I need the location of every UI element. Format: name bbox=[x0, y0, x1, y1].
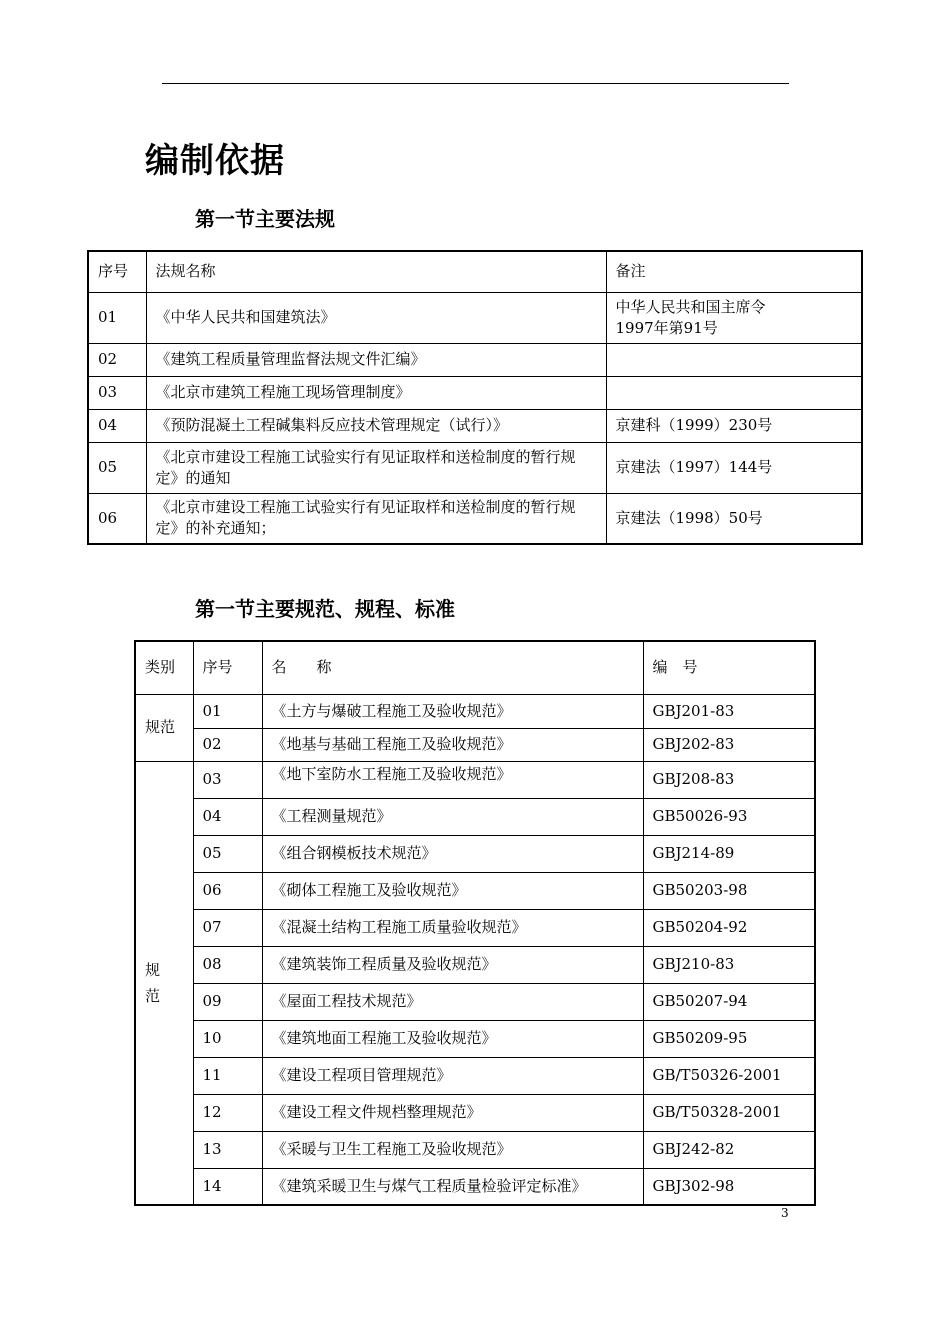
section-title-regulations: 第一节主要法规 bbox=[195, 207, 335, 231]
cell-note: 京建法（1998）50号 bbox=[606, 493, 862, 544]
cell-name: 《中华人民共和国建筑法》 bbox=[146, 292, 606, 343]
header-cell-note: 备注 bbox=[606, 251, 862, 292]
cell-name: 《混凝土结构工程施工质量验收规范》 bbox=[262, 909, 643, 946]
cell-code: GBJ214-89 bbox=[643, 835, 815, 872]
cell-name: 《预防混凝土工程碱集料反应技术管理规定（试行）》 bbox=[146, 409, 606, 442]
table-header-row bbox=[88, 251, 862, 292]
cell-note bbox=[606, 376, 862, 409]
cell-code: GB50026-93 bbox=[643, 798, 815, 835]
cell-name: 《建设工程文件规档整理规范》 bbox=[262, 1094, 643, 1131]
document-title: 编制依据 bbox=[145, 141, 285, 181]
table-row bbox=[135, 728, 815, 761]
table-row bbox=[135, 798, 815, 835]
header-cell-name: 法规名称 bbox=[146, 251, 606, 292]
header-cell-category: 类别 bbox=[135, 641, 193, 694]
cell-note: 京建法（1997）144号 bbox=[606, 442, 862, 493]
cell-no: 14 bbox=[193, 1168, 262, 1205]
cell-name: 《组合钢模板技术规范》 bbox=[262, 835, 643, 872]
cell-no: 04 bbox=[88, 409, 146, 442]
table-row bbox=[135, 983, 815, 1020]
cell-no: 03 bbox=[88, 376, 146, 409]
cell-code: GB50209-95 bbox=[643, 1020, 815, 1057]
cell-no: 07 bbox=[193, 909, 262, 946]
cell-no: 02 bbox=[193, 728, 262, 761]
cell-no: 01 bbox=[193, 694, 262, 728]
cell-note bbox=[606, 292, 862, 343]
table-header-row bbox=[135, 641, 815, 694]
cell-name: 《建筑采暖卫生与煤气工程质量检验评定标准》 bbox=[262, 1168, 643, 1205]
category-char: 规 bbox=[145, 960, 161, 979]
table-row bbox=[135, 761, 815, 798]
table-row bbox=[135, 909, 815, 946]
cell-no: 02 bbox=[88, 343, 146, 376]
cell-code: GB50204-92 bbox=[643, 909, 815, 946]
cell-name: 《北京市建筑工程施工现场管理制度》 bbox=[146, 376, 606, 409]
cell-code: GBJ302-98 bbox=[643, 1168, 815, 1205]
cell-name: 《土方与爆破工程施工及验收规范》 bbox=[262, 694, 643, 728]
note-line: 中华人民共和国主席令 bbox=[615, 297, 766, 316]
table-row bbox=[88, 409, 862, 442]
table-row bbox=[135, 1094, 815, 1131]
cell-name: 《地基与基础工程施工及验收规范》 bbox=[262, 728, 643, 761]
cell-code: GB50203-98 bbox=[643, 872, 815, 909]
table-row bbox=[88, 493, 862, 544]
cell-name: 《建筑工程质量管理监督法规文件汇编》 bbox=[146, 343, 606, 376]
header-cell-code: 编 号 bbox=[643, 641, 815, 694]
table-row bbox=[135, 1057, 815, 1094]
cell-code: GBJ210-83 bbox=[643, 946, 815, 983]
header-cell-name: 名 称 bbox=[262, 641, 643, 694]
cell-code: GBJ201-83 bbox=[643, 694, 815, 728]
cell-no: 04 bbox=[193, 798, 262, 835]
cell-name: 《建筑地面工程施工及验收规范》 bbox=[262, 1020, 643, 1057]
header-cell-no: 序号 bbox=[88, 251, 146, 292]
cell-no: 06 bbox=[193, 872, 262, 909]
page-number: 3 bbox=[781, 1206, 789, 1220]
table-row bbox=[135, 872, 815, 909]
table-row bbox=[135, 1020, 815, 1057]
cell-name: 《屋面工程技术规范》 bbox=[262, 983, 643, 1020]
cell-name: 《建设工程项目管理规范》 bbox=[262, 1057, 643, 1094]
cell-code: GBJ208-83 bbox=[643, 761, 815, 798]
cell-name: 《建筑装饰工程质量及验收规范》 bbox=[262, 946, 643, 983]
cell-no: 11 bbox=[193, 1057, 262, 1094]
cell-code: GB50207-94 bbox=[643, 983, 815, 1020]
note-line: 1997年第91号 bbox=[615, 318, 718, 337]
cell-no: 05 bbox=[88, 442, 146, 493]
cell-name: 《北京市建设工程施工试验实行有见证取样和送检制度的暂行规定》的补充通知； bbox=[146, 493, 606, 544]
cell-no: 12 bbox=[193, 1094, 262, 1131]
cell-name: 《工程测量规范》 bbox=[262, 798, 643, 835]
cell-no: 03 bbox=[193, 761, 262, 798]
header-rule bbox=[162, 83, 789, 84]
table-row bbox=[88, 376, 862, 409]
cell-no: 06 bbox=[88, 493, 146, 544]
table-row bbox=[135, 946, 815, 983]
table-row bbox=[135, 694, 815, 728]
cell-name: 《地下室防水工程施工及验收规范》 bbox=[262, 761, 643, 798]
cell-no: 13 bbox=[193, 1131, 262, 1168]
standards-table bbox=[134, 640, 816, 1206]
table-row bbox=[135, 1168, 815, 1205]
regulations-table bbox=[87, 250, 863, 545]
cell-name: 《砌体工程施工及验收规范》 bbox=[262, 872, 643, 909]
header-cell-no: 序号 bbox=[193, 641, 262, 694]
category-cell bbox=[135, 761, 193, 1205]
cell-name: 《采暖与卫生工程施工及验收规范》 bbox=[262, 1131, 643, 1168]
cell-code: GB/T50328-2001 bbox=[643, 1094, 815, 1131]
cell-note: 京建科（1999）230号 bbox=[606, 409, 862, 442]
cell-code: GBJ202-83 bbox=[643, 728, 815, 761]
cell-no: 05 bbox=[193, 835, 262, 872]
cell-no: 09 bbox=[193, 983, 262, 1020]
cell-note bbox=[606, 343, 862, 376]
table-row bbox=[135, 1131, 815, 1168]
table-row bbox=[88, 343, 862, 376]
table-row bbox=[88, 442, 862, 493]
cell-name: 《北京市建设工程施工试验实行有见证取样和送检制度的暂行规定》的通知 bbox=[146, 442, 606, 493]
cell-no: 01 bbox=[88, 292, 146, 343]
table-row bbox=[135, 835, 815, 872]
cell-code: GBJ242-82 bbox=[643, 1131, 815, 1168]
table-row bbox=[88, 292, 862, 343]
category-cell: 规范 bbox=[135, 694, 193, 761]
section-title-standards: 第一节主要规范、规程、标准 bbox=[195, 597, 455, 621]
cell-no: 10 bbox=[193, 1020, 262, 1057]
cell-no: 08 bbox=[193, 946, 262, 983]
cell-code: GB/T50326-2001 bbox=[643, 1057, 815, 1094]
category-char: 范 bbox=[145, 986, 161, 1005]
